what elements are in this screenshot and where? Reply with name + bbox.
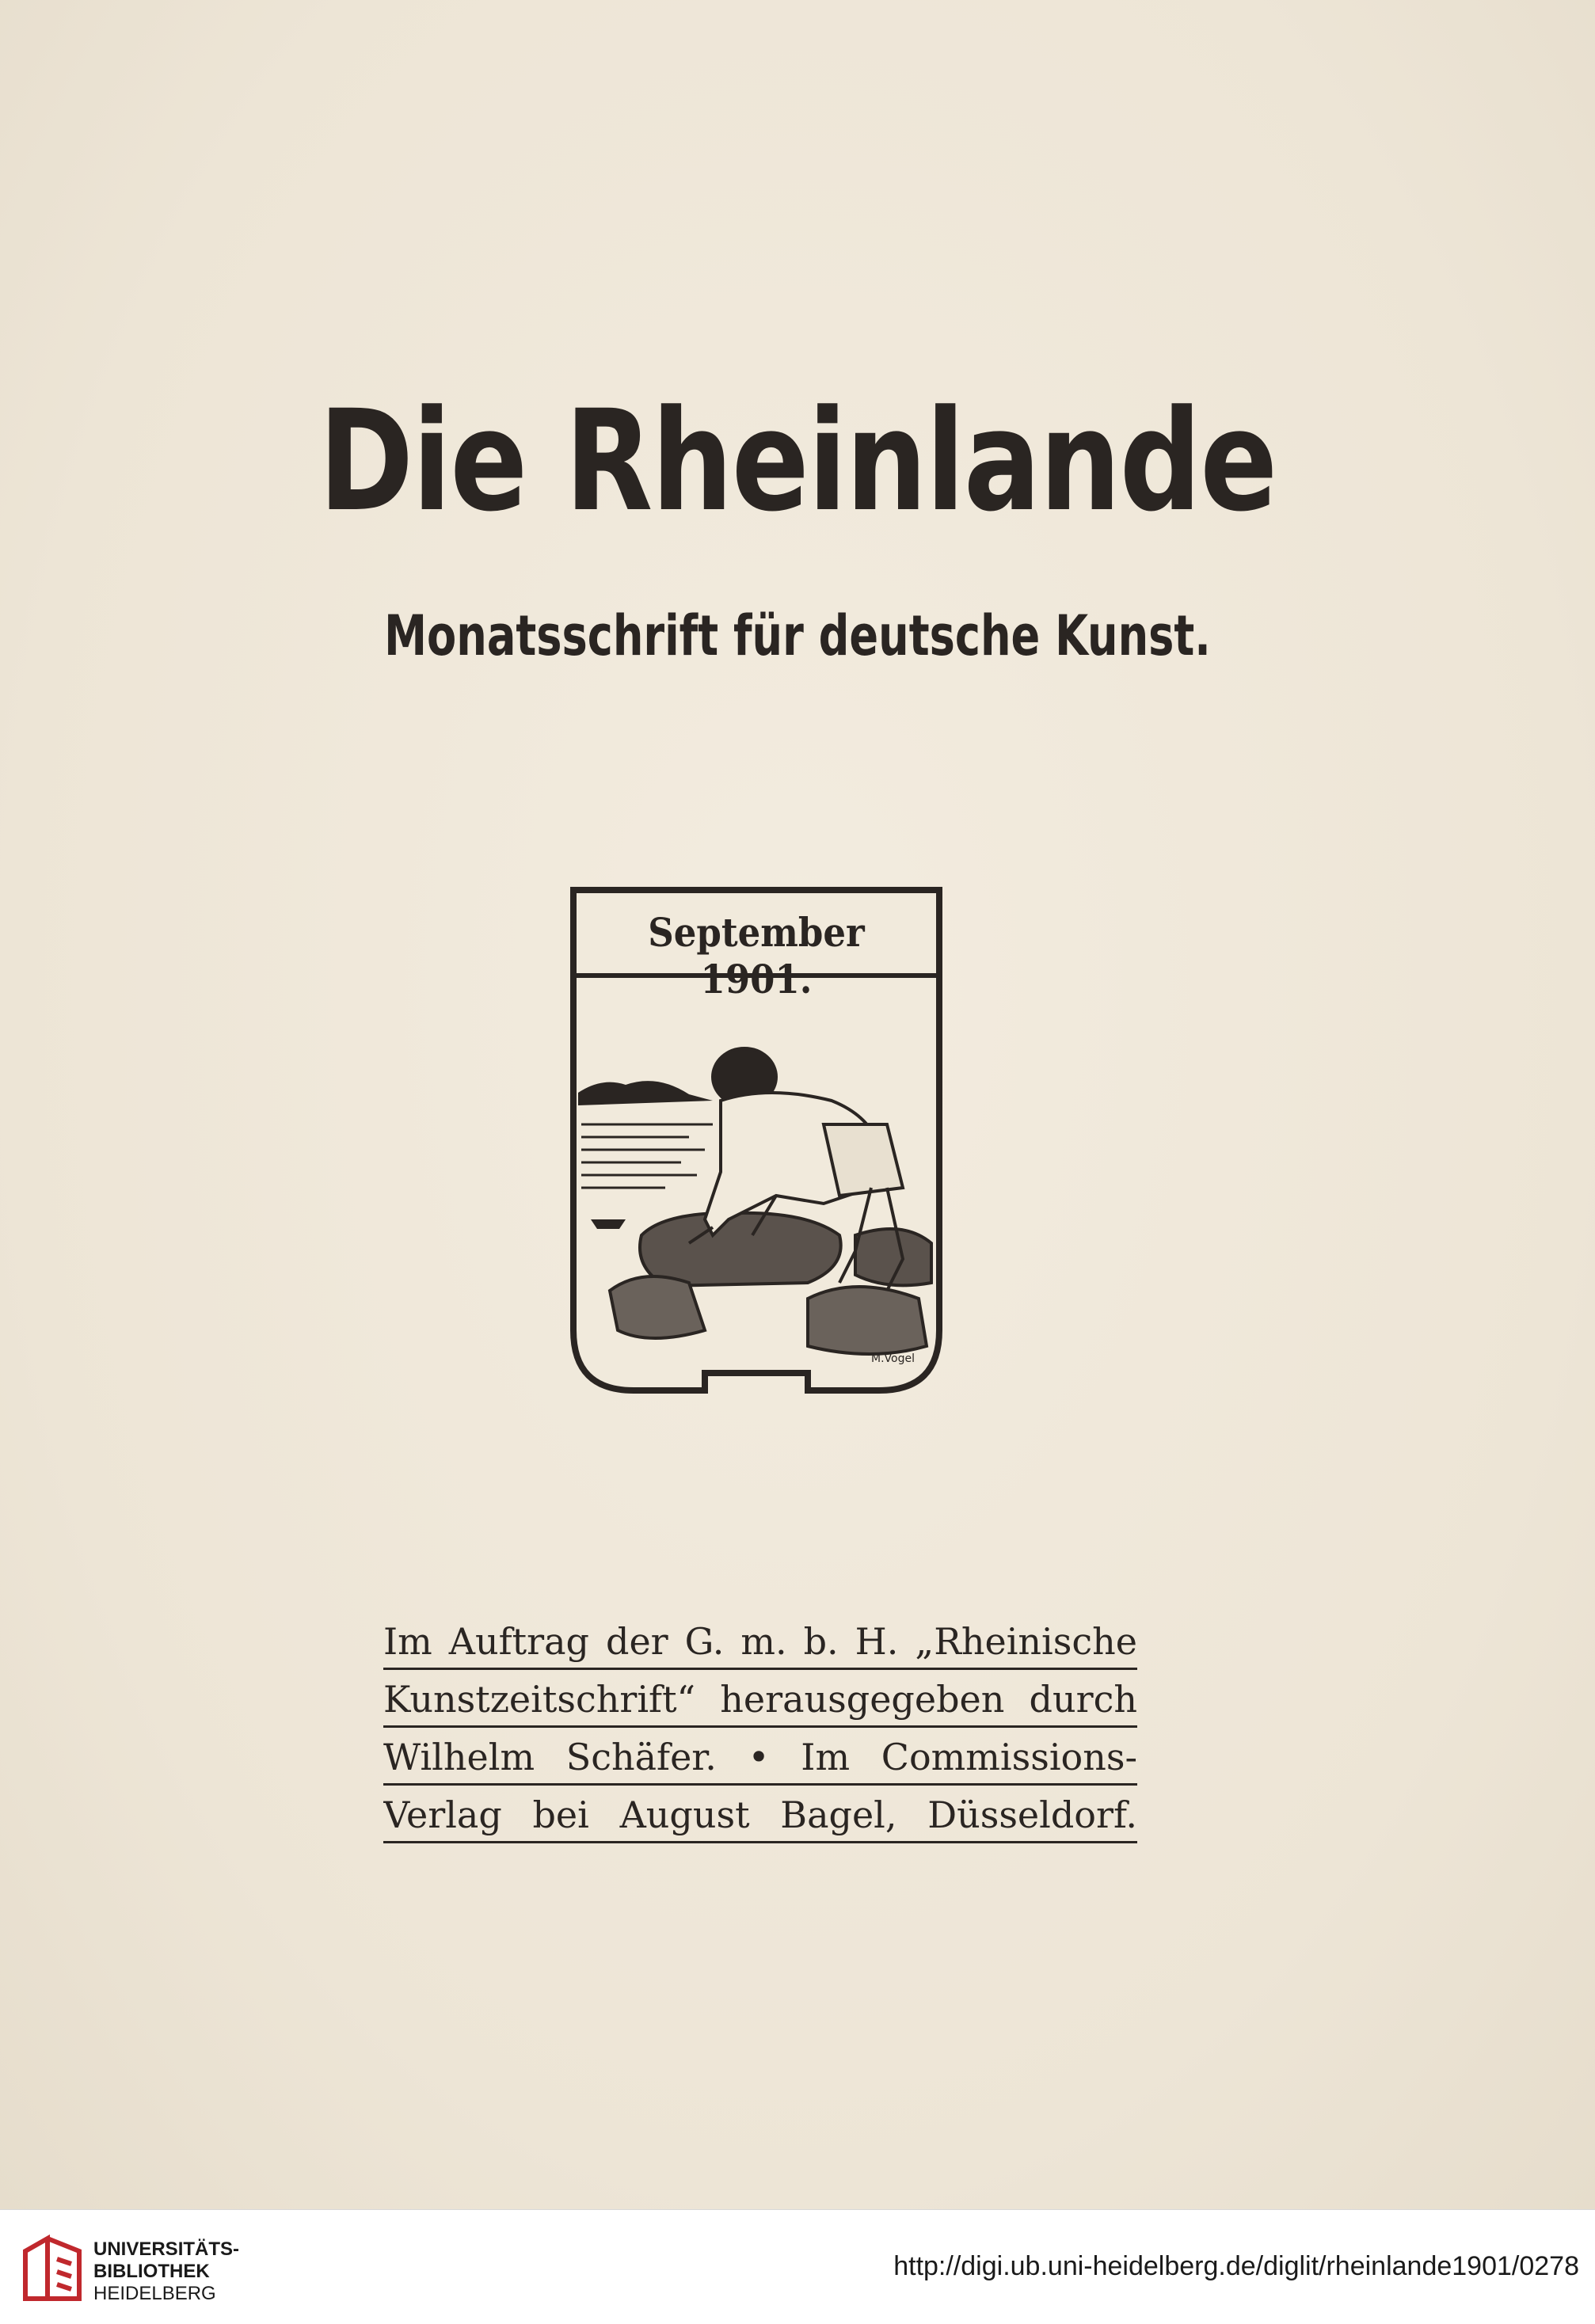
publication-info: [383, 1615, 1137, 1847]
publication-line: Im Auftrag der G. m. b. H. „Rheinische: [383, 1615, 1137, 1670]
publication-line: Verlag bei August Bagel, Düsseldorf.: [383, 1789, 1137, 1843]
magazine-title: Die Rheinlande: [318, 380, 1277, 542]
publication-line: Wilhelm Schäfer. • Im Commissions-: [383, 1731, 1137, 1786]
library-name-line: BIBLIOTHEK: [93, 2261, 210, 2282]
artist-signature: M.Vogel: [871, 1352, 915, 1365]
digitization-footer: [0, 2209, 1595, 2324]
rock-drawing: [610, 1276, 705, 1338]
rock-drawing: [640, 1213, 841, 1286]
library-name-line: HEIDELBERG: [93, 2283, 216, 2304]
publication-line: Kunstzeitschrift“ herausgegeben durch: [383, 1673, 1137, 1728]
library-name: [93, 2238, 239, 2305]
permalink-url[interactable]: http://digi.ub.uni-heidelberg.de/diglit/rheinlande1901/0278: [893, 2251, 1579, 2281]
issue-date-label: September 1901.: [648, 909, 865, 1002]
library-logo-icon: [16, 2227, 95, 2310]
library-name-line: UNIVERSITÄTS-: [93, 2238, 240, 2260]
magazine-subtitle: Monatsschrift für deutsche Kunst.: [384, 603, 1211, 668]
rock-drawing: [808, 1287, 927, 1354]
